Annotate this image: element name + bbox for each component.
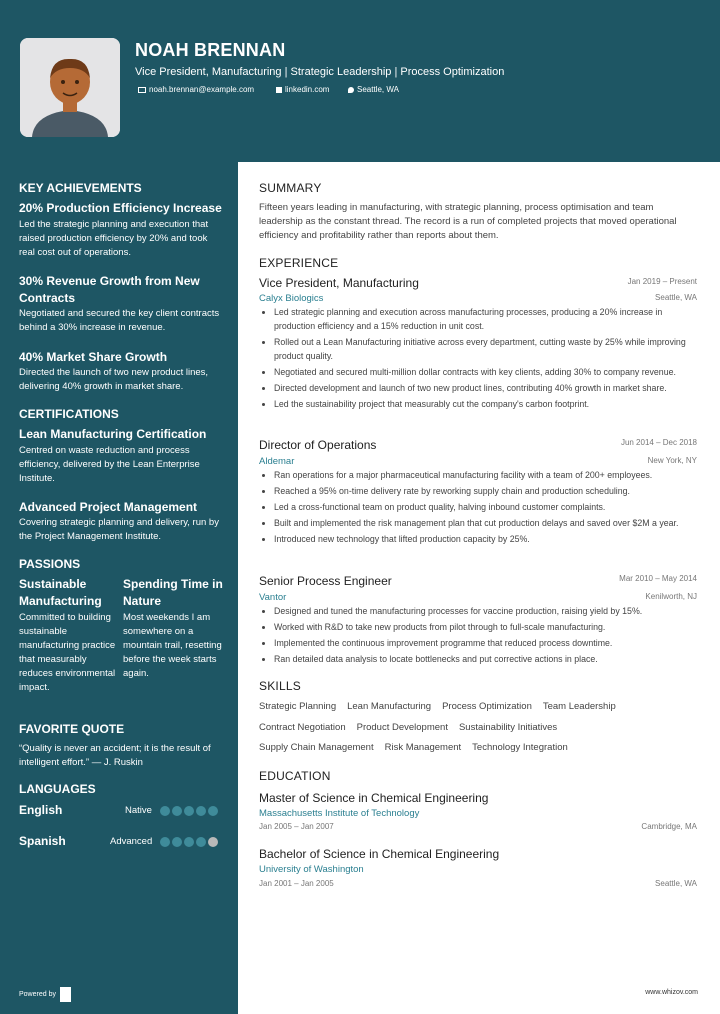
achievement-text: Led the strategic planning and execution that raised production efficiency by 20% and took real cost out of operations. — [19, 219, 209, 258]
achievements-heading: KEY ACHIEVEMENTS — [19, 181, 142, 195]
job-company: Calyx Biologics — [259, 293, 324, 304]
education-degree: Master of Science in Chemical Engineering — [259, 791, 489, 805]
skill-tag: Lean Manufacturing — [347, 701, 432, 712]
language-rating — [160, 806, 218, 816]
skill-tag: Team Leadership — [542, 701, 616, 712]
job-bullets — [274, 604, 698, 668]
education-heading: EDUCATION — [259, 769, 331, 783]
quote-heading: FAVORITE QUOTE — [19, 722, 125, 736]
language-name: Spanish — [19, 834, 66, 848]
language-rating — [160, 837, 218, 847]
job-dates: Mar 2010 – May 2014 — [619, 574, 697, 583]
email-text: noah.brennan@example.com — [149, 85, 255, 94]
job-location: Seattle, WA — [655, 293, 697, 302]
job-company: Aldemar — [259, 456, 295, 467]
skill-tag: Supply Chain Management — [259, 742, 374, 753]
job-bullet: • Led strategic planning and execution across manufacturing processes, producing a 20% increase in production efficiency and a 15% reduction in unit cost. — [274, 305, 698, 333]
rating-dot-empty — [208, 837, 218, 847]
language-level: Advanced — [110, 836, 153, 847]
certification-title: Advanced Project Management — [19, 500, 198, 514]
avatar — [20, 38, 120, 137]
certification-text: Covering strategic planning and delivery, run by the Project Management Institute. — [19, 517, 219, 542]
job-bullet: • Built and implemented the risk management plan that cut production delays and saved over $2M a year. — [274, 516, 698, 530]
certifications-heading: CERTIFICATIONS — [19, 407, 119, 421]
experience-heading: EXPERIENCE — [259, 256, 339, 270]
job-bullets — [274, 468, 698, 548]
job-bullet: • Directed development and launch of two new product lines, contributing 40% growth in market share. — [274, 381, 698, 395]
rating-dot-filled — [160, 837, 170, 847]
education-dates: Jan 2001 – Jan 2005 — [259, 879, 334, 888]
skill-tag: Process Optimization — [442, 701, 532, 712]
job-bullet: • Ran operations for a major pharmaceutical manufacturing facility with a team of 200+ employees. — [274, 468, 698, 482]
rating-dot-filled — [160, 806, 170, 816]
job-company: Vantor — [259, 592, 287, 603]
passion-text: Committed to building sustainable manufacturing practice that measurably reduces environmental impact. — [19, 612, 116, 693]
job-bullet: • Introduced new technology that lifted production capacity by 25%. — [274, 532, 698, 546]
rating-dot-filled — [172, 837, 182, 847]
job-location: New York, NY — [647, 456, 697, 465]
skill-tag: Contract Negotiation — [259, 722, 346, 733]
job-title: Senior Process Engineer — [259, 574, 392, 588]
location-text: Seattle, WA — [357, 85, 399, 94]
favorite-quote: “Quality is never an accident; it is the result of intelligent effort.” — J. Ruskin — [19, 743, 211, 768]
job-bullet: • Implemented the continuous improvement programme that reduced process downtime. — [274, 636, 698, 650]
linkedin-text: linkedin.com — [285, 85, 330, 94]
achievement-title: 40% Market Share Growth — [19, 350, 168, 364]
passion-title: Spending Time in Nature — [123, 577, 223, 608]
job-title: Vice President, Manufacturing — [259, 276, 419, 290]
education-degree: Bachelor of Science in Chemical Engineering — [259, 847, 500, 861]
certification-text: Centred on waste reduction and process efficiency, delivered by the Lean Enterprise Institute. — [19, 445, 200, 484]
linkedin-icon — [276, 87, 282, 93]
contact-linkedin[interactable] — [276, 85, 329, 94]
powered-by[interactable] — [19, 987, 71, 1002]
job-dates: Jun 2014 – Dec 2018 — [620, 438, 697, 447]
achievement-title: 20% Production Efficiency Increase — [19, 201, 222, 215]
languages-heading: LANGUAGES — [19, 782, 96, 796]
rating-dot-filled — [184, 806, 194, 816]
skill-tag: Risk Management — [384, 742, 462, 753]
rating-dot-filled — [208, 806, 218, 816]
rating-dot-filled — [172, 806, 182, 816]
job-bullet: • Ran detailed data analysis to locate bottlenecks and put corrective actions in place. — [274, 652, 698, 666]
skills-row — [259, 742, 568, 753]
job-bullet: • Led the sustainability project that measurably cut the company's carbon footprint. — [274, 397, 698, 411]
skills-row — [259, 722, 557, 733]
skill-tag: Product Development — [356, 722, 448, 733]
email-icon — [138, 87, 146, 93]
achievement-text: Directed the launch of two new product lines, delivering 40% growth in market share. — [19, 367, 209, 392]
achievement-text: Negotiated and secured the key client contracts behind a 30% increase in revenue. — [19, 308, 220, 333]
job-bullet: • Led a cross-functional team on product quality, halving inbound customer complaints. — [274, 500, 698, 514]
job-bullet: • Reached a 95% on-time delivery rate by reworking supply chain and production scheduling. — [274, 484, 698, 498]
header-band — [238, 0, 720, 162]
passion-title: Sustainable Manufacturing — [19, 577, 102, 608]
rating-dot-filled — [196, 806, 206, 816]
education-location: Seattle, WA — [655, 879, 697, 888]
footer-site[interactable]: www.whizov.com — [645, 989, 698, 996]
rating-dot-filled — [184, 837, 194, 847]
skill-tag: Sustainability Initiatives — [458, 722, 558, 733]
rating-dot-filled — [196, 837, 206, 847]
contact-location — [348, 85, 399, 94]
passions-heading: PASSIONS — [19, 557, 81, 571]
education-school: Massachusetts Institute of Technology — [259, 808, 420, 819]
achievement-title: 30% Revenue Growth from New Contracts — [19, 274, 200, 305]
job-bullet: • Negotiated and secured multi-million dollar contracts with key clients, adding 30% to company revenue. — [274, 365, 698, 379]
certification-title: Lean Manufacturing Certification — [19, 427, 207, 441]
summary-text: Fifteen years leading in manufacturing, with strategic planning, process optimisation and team leadership as the constant thread. The record is a run of completed projects that moved operational efficiency and profitability rather than reports about them. — [259, 202, 677, 241]
education-school: University of Washington — [259, 864, 364, 875]
education-location: Cambridge, MA — [641, 822, 697, 831]
contact-email[interactable] — [138, 85, 254, 94]
job-bullet: • Rolled out a Lean Manufacturing initiative across every department, cutting waste by 25% while improving product quality. — [274, 335, 698, 363]
skill-tag: Strategic Planning — [259, 701, 337, 712]
language-name: English — [19, 803, 63, 817]
candidate-name: NOAH BRENNAN — [135, 40, 286, 60]
job-bullets — [274, 305, 698, 413]
brand-logo-icon — [60, 987, 71, 1002]
job-dates: Jan 2019 – Present — [627, 277, 697, 286]
job-location: Kenilworth, NJ — [645, 592, 697, 601]
location-pin-icon — [348, 87, 354, 93]
job-bullet: • Worked with R&D to take new products from pilot through to full-scale manufacturing. — [274, 620, 698, 634]
skills-heading: SKILLS — [259, 679, 301, 693]
passion-text: Most weekends I am somewhere on a mountain trail, resetting before the week starts again. — [123, 612, 222, 679]
skill-tag: Technology Integration — [472, 742, 568, 753]
skills-row — [259, 701, 616, 712]
job-title: Director of Operations — [259, 438, 377, 452]
summary-heading: SUMMARY — [259, 181, 322, 195]
job-bullet: • Designed and tuned the manufacturing processes for vaccine production, raising yield by 15%. — [274, 604, 698, 618]
education-dates: Jan 2005 – Jan 2007 — [259, 822, 334, 831]
powered-by-label: Powered by — [19, 991, 56, 998]
headline: Vice President, Manufacturing | Strategic Leadership | Process Optimization — [135, 66, 505, 78]
language-level: Native — [125, 805, 152, 816]
